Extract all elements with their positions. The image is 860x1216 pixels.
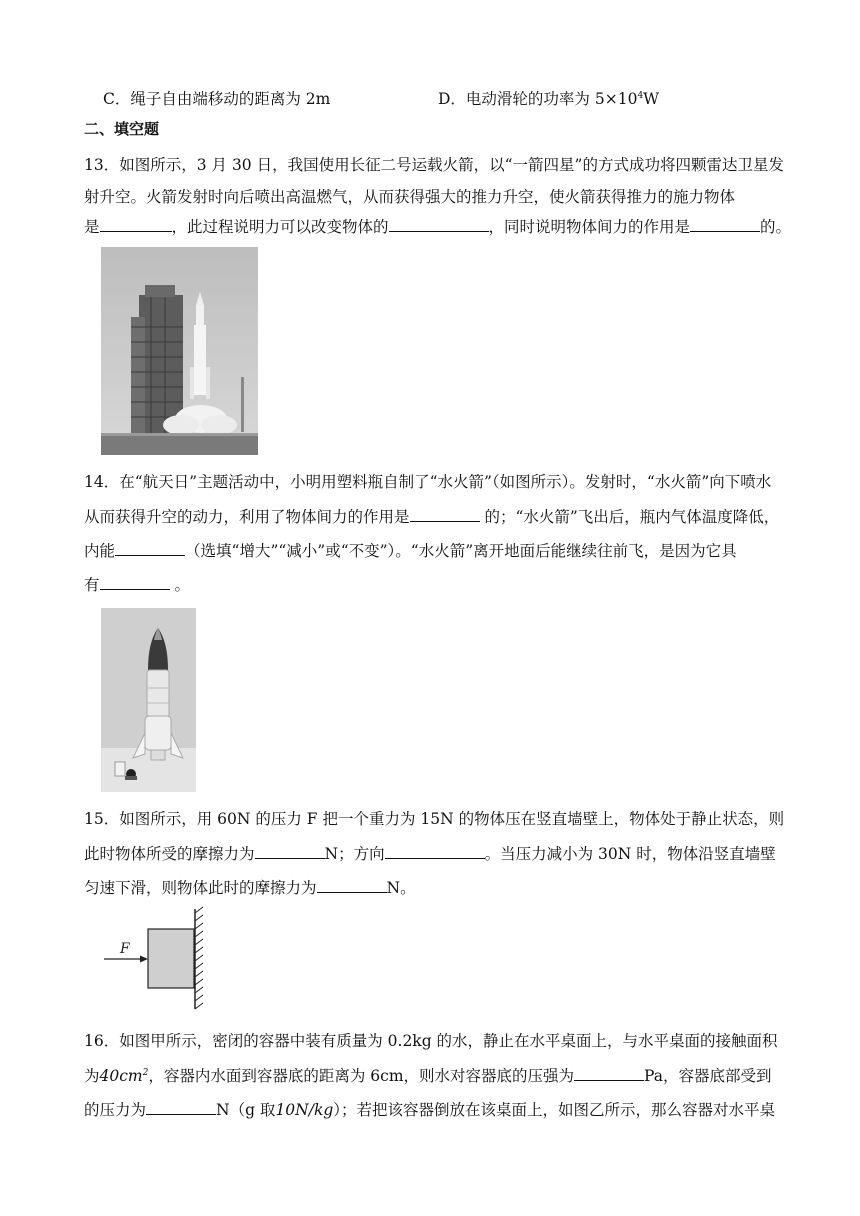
q13-blank-1[interactable] [100,215,172,232]
q15-text-a: 此时物体所受的摩擦力为 [84,845,255,863]
q16-line-1: 16．如图甲所示，密闭的容器中装有质量为 0.2kg 的水，静止在水平桌面上，与水平桌面的接触面积 [84,1032,778,1050]
q15-line-1: 15．如图所示，用 60N 的压力 F 把一个重力为 15N 的物体压在竖直墙壁上，物体处于静止状态，则 [84,810,785,828]
q15-text-d: 匀速下滑，则物体此时的摩擦力为 [84,879,317,897]
q16-blank-1[interactable] [574,1064,644,1081]
option-d-text: D．电动滑轮的功率为 5×10 [438,90,638,108]
q15-blank-2[interactable] [385,842,485,859]
q14-line-3 [84,539,737,562]
q13-line-3 [84,215,791,238]
q16-text-b: ，容器内水面到容器底的距离为 6cm，则水对容器底的压强为 [148,1067,575,1085]
q14-text-c: 内能 [84,542,116,560]
q16-g-value: 10N/kg [275,1101,334,1119]
q16-area-value: 40cm [99,1067,143,1085]
q16-text-c: Pa，容器底部受到 [644,1067,772,1085]
q16-line-3 [84,1098,775,1121]
q14-text-d: （选填“增大”“减小”或“不变”）。“水火箭”离开地面后能继续往前飞，是因为它具 [185,542,737,560]
q13-text-d: 的。 [760,218,792,236]
q13-text-b: ，此过程说明力可以改变物体的 [171,218,389,236]
q15-text-e: N。 [386,879,416,897]
q16-text-d: 的压力为 [84,1101,147,1119]
option-d [438,88,659,110]
q14-blank-2[interactable] [115,539,185,556]
q14-blank-3[interactable] [100,573,170,590]
option-c: C．绳子自由端移动的距离为 2m [103,90,331,108]
q15-line-3 [84,876,416,899]
option-d-unit: W [643,90,660,108]
q15-blank-1[interactable] [255,842,325,859]
q14-line-4 [84,573,190,596]
q15-text-c: 。当压力减小为 30N 时，物体沿竖直墙壁 [484,845,776,863]
q13-line-1: 13．如图所示，3 月 30 日，我国使用长征二号运载火箭，以“一箭四星”的方式成功将四颗雷达卫星发 [84,156,784,174]
q14-line-2 [84,505,779,528]
q14-text-a: 从而获得升空的动力，利用了物体间力的作用是 [84,508,410,526]
block [148,929,194,988]
q14-text-f: 。 [169,576,190,594]
q16-blank-2[interactable] [146,1098,216,1115]
option-d-exponent: 4 [637,91,644,101]
water-rocket-photo [101,608,196,792]
wall-hatching [195,907,203,1009]
q13-blank-3[interactable] [690,215,760,232]
q16-area-exponent: 2 [142,1068,149,1078]
q15-text-b: N；方向 [324,845,385,863]
section-title: 二、填空题 [84,120,160,138]
q16-text-e: N（g 取 [216,1101,276,1119]
q15-line-2 [84,842,776,865]
q14-blank-1[interactable] [410,505,480,522]
q13-text-a: 是 [84,218,100,236]
force-label: F [120,941,130,957]
q14-text-e: 有 [84,576,100,594]
q16-line-2 [84,1064,772,1087]
q16-text-f: ）；若把该容器倒放在该桌面上，如图乙所示，那么容器对水平桌 [333,1101,776,1119]
force-arrowhead [140,956,148,963]
q13-blank-2[interactable] [389,215,489,232]
rocket-launch-photo [101,247,258,455]
q13-line-2: 射升空。火箭发射时向后喷出高温燃气，从而获得强大的推力升空，使火箭获得推力的施力物体 [84,188,736,206]
force-diagram [100,905,215,1013]
q13-text-c: ，同时说明物体间力的作用是 [488,218,691,236]
q15-blank-3[interactable] [317,876,387,893]
q14-line-1: 14．在“航天日”主题活动中，小明用塑料瓶自制了“水火箭”（如图所示）。发射时，“水火箭”向下喷水 [84,473,772,491]
q14-text-b: 的；“水火箭”飞出后，瓶内气体温度降低， [479,508,780,526]
q16-text-a: 为 [84,1067,100,1085]
